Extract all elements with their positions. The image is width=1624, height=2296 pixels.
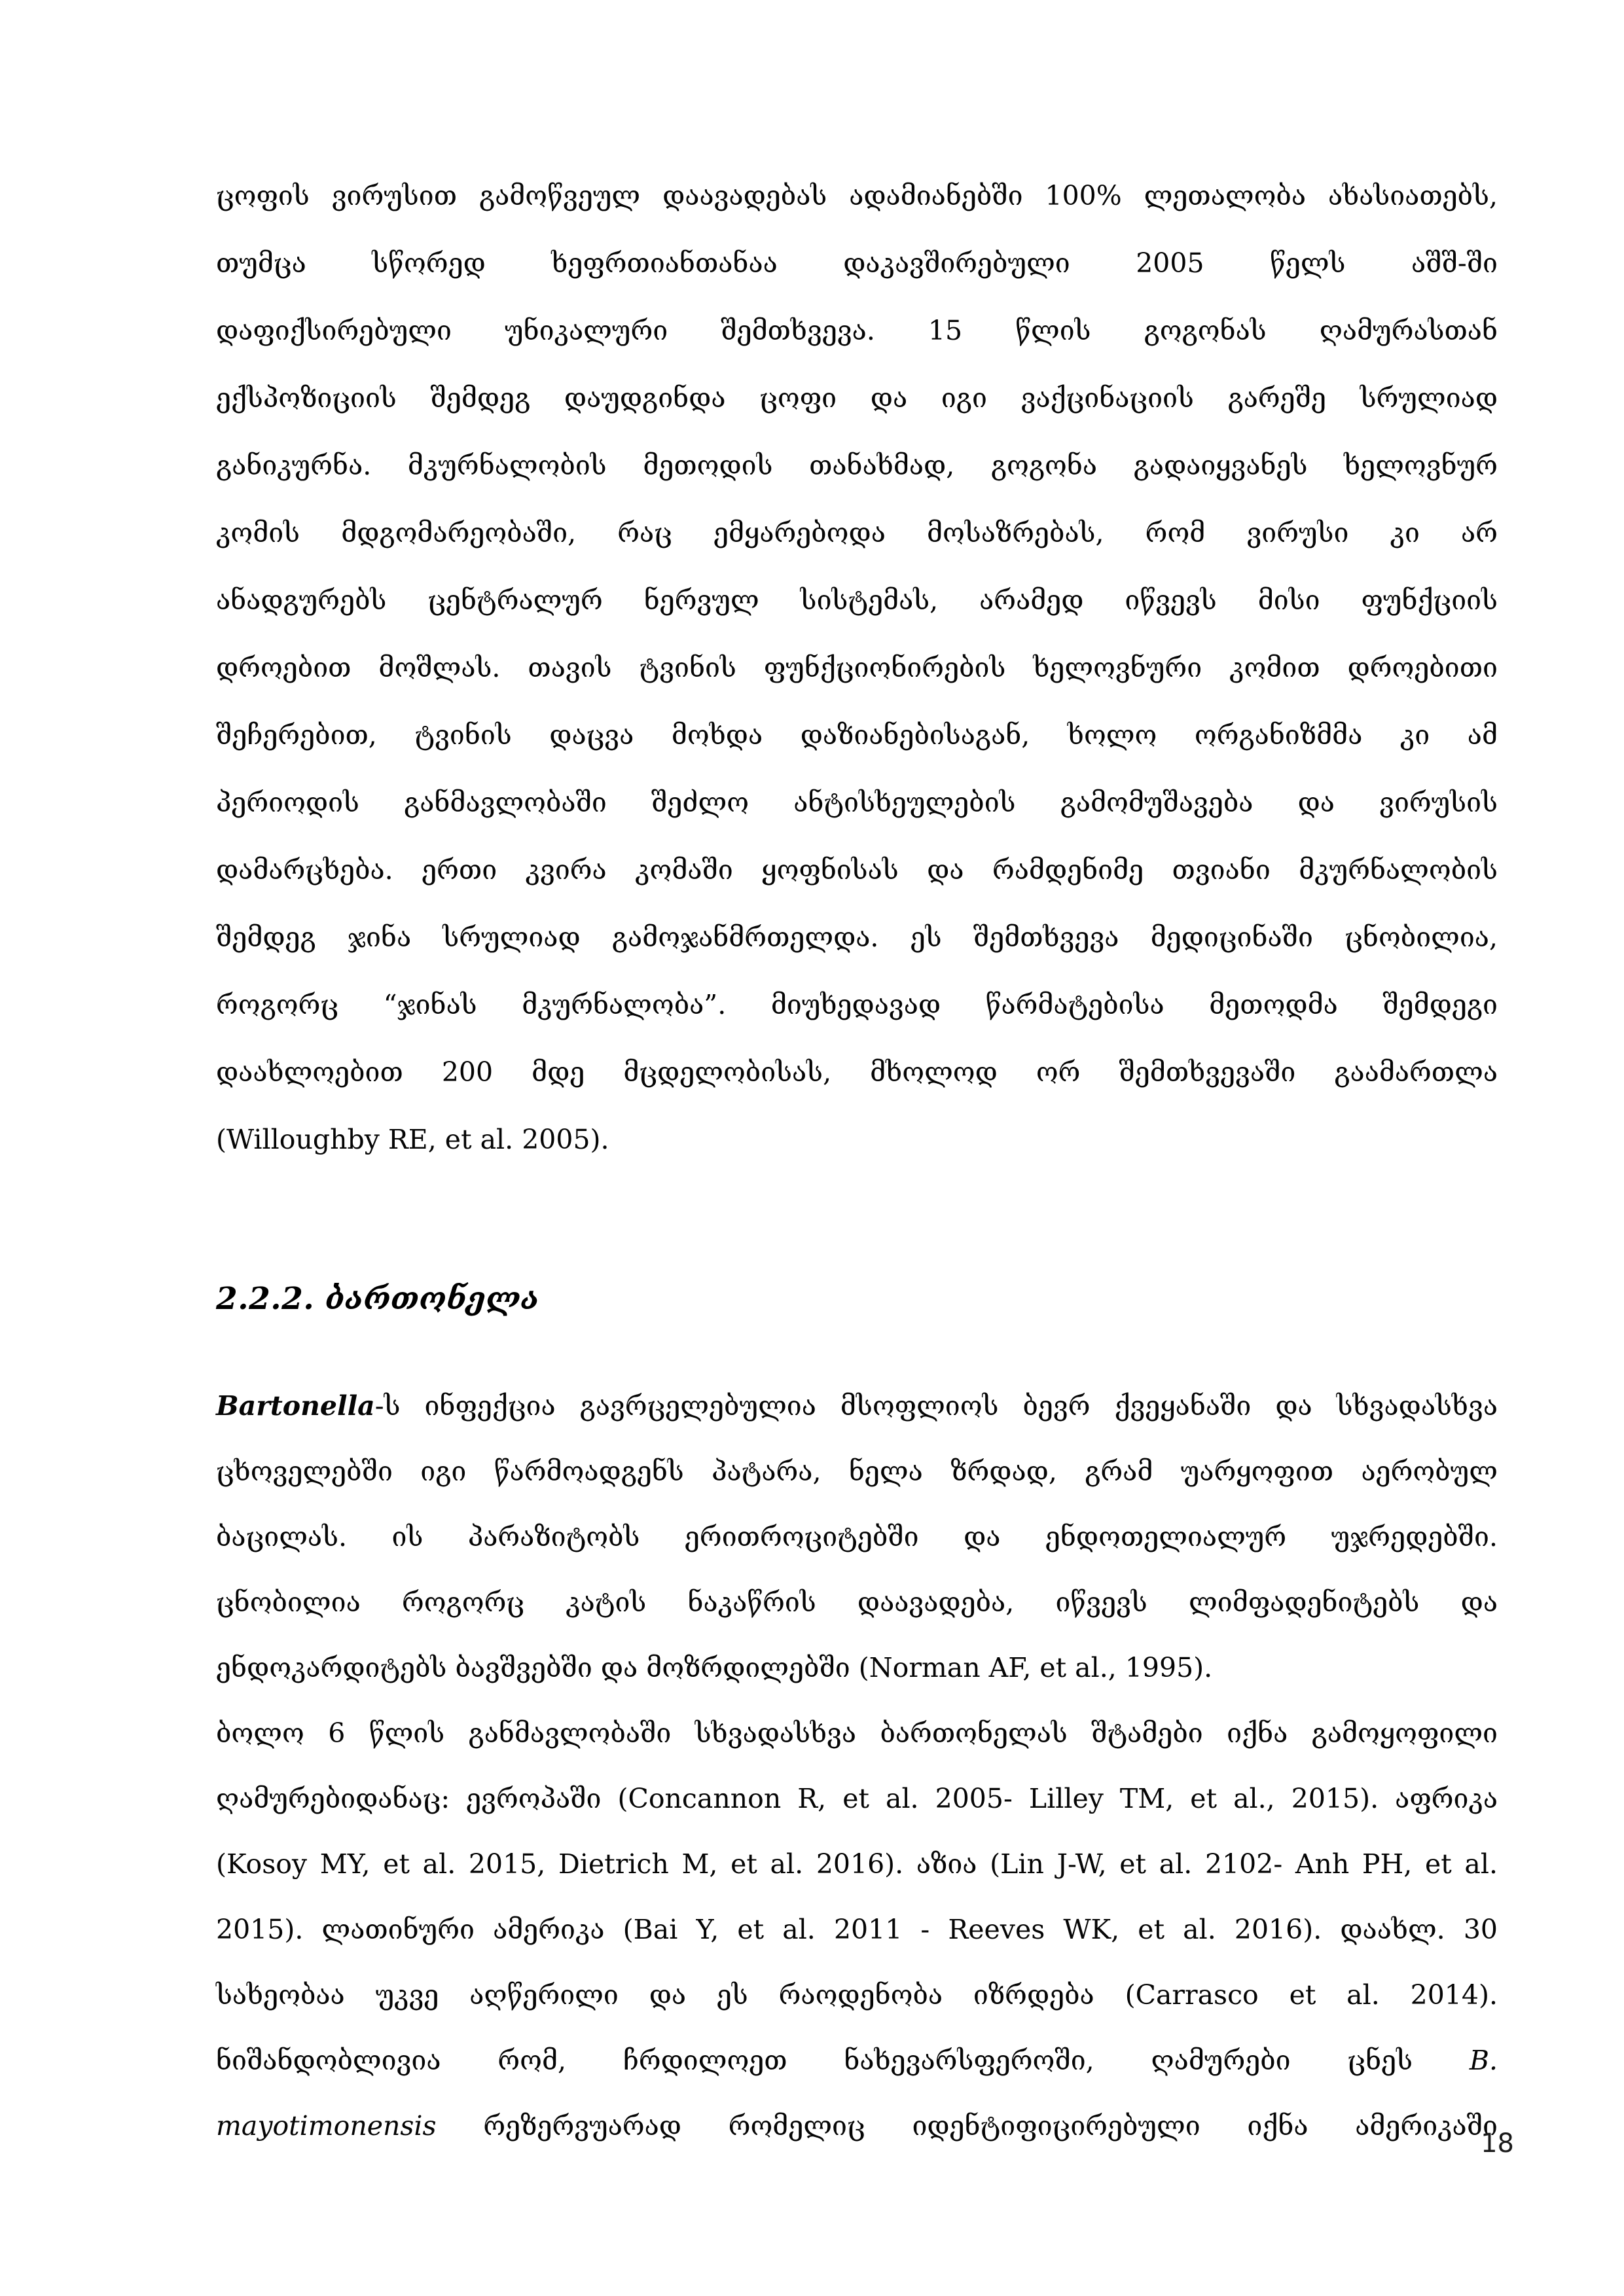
text-segment: დროებით მოშლას. თავის ტვინის ფუნქციონირების ხელოვნური კომით დროებითი bbox=[216, 652, 1498, 683]
text-line bbox=[216, 1766, 1498, 1831]
text-segment: 2015). ლათინური ამერიკა (Bai Y, et al. 2011 - Reeves WK, et al. 2016). დაახლ. 30 bbox=[216, 1914, 1498, 1945]
text-line bbox=[216, 1962, 1498, 2028]
page-content bbox=[216, 162, 1498, 2159]
text-line bbox=[216, 567, 1498, 634]
text-line bbox=[216, 230, 1498, 297]
section-heading: 2.2.2. ბართონელა bbox=[216, 1281, 539, 1317]
text-segment: თუმცა სწორედ ხეფრთიანთანაა დაკავშირებული 2005 წელს აშშ-ში bbox=[216, 247, 1498, 279]
text-segment-bold-italic: Bartonella bbox=[216, 1390, 375, 1422]
page-number: 18 bbox=[1481, 2128, 1514, 2159]
text-line bbox=[216, 1700, 1498, 1766]
text-line bbox=[216, 836, 1498, 904]
text-segment: დაახლოებით 200 მდე მცდელობისას, მხოლოდ ორ შემთხვევაში გაამართლა bbox=[216, 1056, 1498, 1088]
text-segment: დაფიქსირებული უნიკალური შემთხვევა. 15 წლის გოგონას ღამურასთან bbox=[216, 315, 1498, 346]
text-line bbox=[216, 162, 1498, 230]
text-segment: კომის მდგომარეობაში, რაც ემყარებოდა მოსაზრებას, რომ ვირუსი კი არ bbox=[216, 517, 1498, 548]
text-line bbox=[216, 1373, 1498, 1439]
text-segment: ნიშანდობლივია რომ, ჩრდილოეთ ნახევარსფეროში, ღამურები ცნეს bbox=[216, 2045, 1470, 2076]
text-segment: ცხოველებში იგი წარმოადგენს პატარა, ნელა ზრდად, გრამ უარყოფით აერობულ bbox=[216, 1456, 1498, 1487]
text-segment: ცოფის ვირუსით გამოწვეულ დაავადებას ადამიანებში 100% ლეთალობა ახასიათებს, bbox=[216, 180, 1498, 211]
text-line bbox=[216, 769, 1498, 836]
text-line bbox=[216, 1439, 1498, 1504]
text-line bbox=[216, 1570, 1498, 1635]
text-segment: (Kosoy MY, et al. 2015, Dietrich M, et al. 2016). აზია (Lin J-W, et al. 2102- Anh PH, et al. bbox=[216, 1848, 1498, 1880]
text-segment: შეჩერებით, ტვინის დაცვა მოხდა დაზიანებისაგან, ხოლო ორგანიზმმა კი ამ bbox=[216, 719, 1498, 751]
text-line bbox=[216, 432, 1498, 499]
text-segment: პერიოდის განმავლობაში შეძლო ანტისხეულების გამომუშავება და ვირუსის bbox=[216, 787, 1498, 818]
text-segment: ექსპოზიციის შემდეგ დაუდგინდა ცოფი და იგი ვაქცინაციის გარეშე სრულიად bbox=[216, 382, 1498, 414]
text-segment: როგორც “ჯინას მკურნალობა”. მიუხედავად წარმატებისა მეთოდმა შემდეგი bbox=[216, 989, 1498, 1020]
section-gap bbox=[216, 1333, 1498, 1373]
text-line bbox=[216, 1635, 1498, 1700]
text-segment: ბაცილას. ის პარაზიტობს ერითროციტებში და ენდოთელიალურ უჯრედებში. bbox=[216, 1521, 1498, 1552]
text-segment: -ს ინფექცია გავრცელებულია მსოფლიოს ბევრ ქვეყანაში და სხვადასხვა bbox=[374, 1390, 1498, 1422]
text-line bbox=[216, 904, 1498, 971]
text-segment: სახეობაა უკვე აღწერილი და ეს რაოდენობა იზრდება (Carrasco et al. 2014). bbox=[216, 1979, 1498, 2011]
text-segment: შემდეგ ჯინა სრულიად გამოჯანმრთელდა. ეს შემთხვევა მედიცინაში ცნობილია, bbox=[216, 922, 1498, 953]
text-segment: ცნობილია როგორც კატის ნაკაწრის დაავადება, იწვევს ლიმფადენიტებს და bbox=[216, 1587, 1498, 1618]
paragraph-rabies-case bbox=[216, 162, 1498, 1174]
text-line bbox=[216, 1106, 1498, 1174]
text-segment: ანადგურებს ცენტრალურ ნერვულ სისტემას, არამედ იწვევს მისი ფუნქციის bbox=[216, 584, 1498, 616]
text-segment: ენდოკარდიტებს ბავშვებში და მოზრდილებში (Norman AF, et al., 1995). bbox=[216, 1652, 1213, 1683]
text-line bbox=[216, 297, 1498, 365]
text-line bbox=[216, 1504, 1498, 1570]
text-line bbox=[216, 2028, 1498, 2093]
text-line bbox=[216, 1039, 1498, 1106]
section-gap bbox=[216, 1174, 1498, 1214]
text-segment-italic: mayotimonensis bbox=[216, 2110, 437, 2142]
text-line bbox=[216, 499, 1498, 567]
text-line bbox=[216, 971, 1498, 1039]
text-line bbox=[216, 365, 1498, 432]
text-segment: (Willoughby RE, et al. 2005). bbox=[216, 1124, 609, 1155]
text-line bbox=[216, 702, 1498, 769]
text-line bbox=[216, 2093, 1498, 2159]
text-segment: ბოლო 6 წლის განმავლობაში სხვადასხვა ბართონელას შტამები იქნა გამოყოფილი bbox=[216, 1717, 1498, 1749]
text-segment: დამარცხება. ერთი კვირა კომაში ყოფნისას და რამდენიმე თვიანი მკურნალობის bbox=[216, 854, 1498, 886]
text-segment: ღამურებიდანაც: ევროპაში (Concannon R, et al. 2005- Lilley TM, et al., 2015). აფრიკა bbox=[216, 1783, 1498, 1814]
text-segment: განიკურნა. მკურნალობის მეთოდის თანახმად, გოგონა გადაიყვანეს ხელოვნურ bbox=[216, 450, 1498, 481]
text-segment-italic: B. bbox=[1469, 2045, 1498, 2076]
text-line bbox=[216, 1831, 1498, 1897]
text-segment: რეზერვუარად რომელიც იდენტიფიცირებული იქნა ამერიკაში bbox=[436, 2110, 1498, 2142]
paragraph-bartonella bbox=[216, 1373, 1498, 2159]
text-line bbox=[216, 634, 1498, 702]
text-line bbox=[216, 1897, 1498, 1962]
